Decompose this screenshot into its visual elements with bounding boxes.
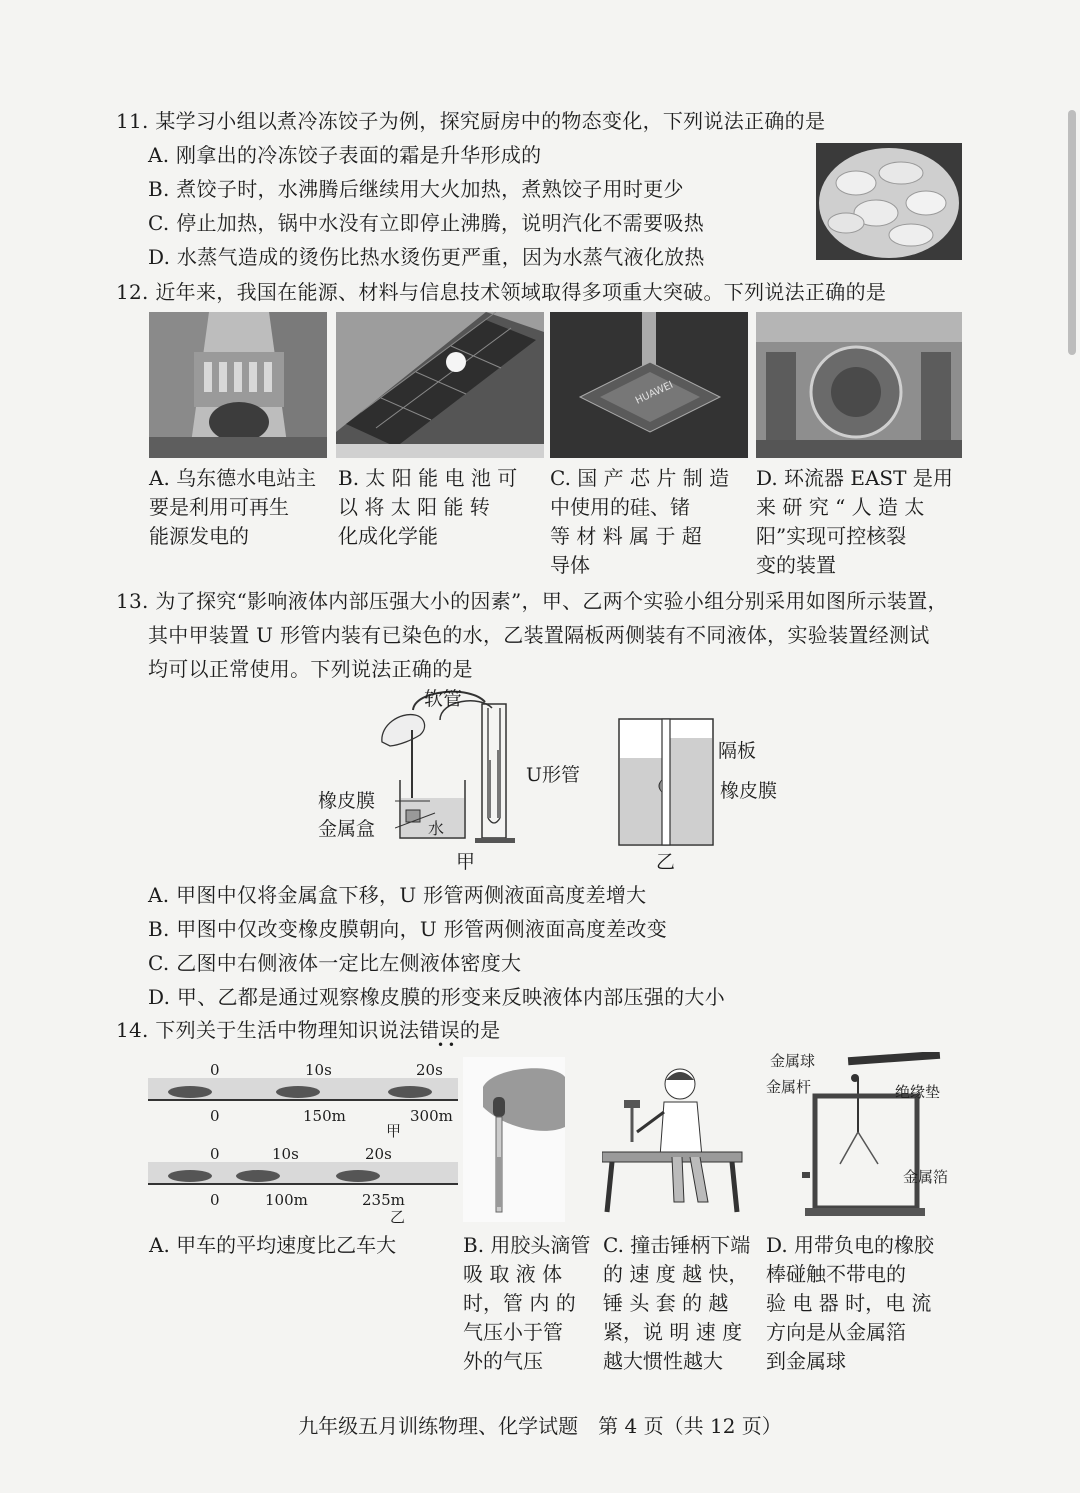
jia-dist-300: 300m bbox=[410, 1107, 453, 1125]
q13-option-c: C. 乙图中右侧液体一定比左侧液体密度大 bbox=[148, 951, 522, 975]
q12-stem: 12. 近年来，我国在能源、材料与信息技术领域取得多项重大突破。下列说法正确的是 bbox=[116, 280, 887, 304]
q11-option-d: D. 水蒸气造成的烫伤比热水烫伤更严重，因为水蒸气液化放热 bbox=[148, 245, 705, 269]
yi-dist-100: 100m bbox=[265, 1191, 308, 1209]
car-caption-jia: 甲 bbox=[386, 1122, 402, 1140]
q13-option-b: B. 甲图中仅改变橡皮膜朝向，U 形管两侧液面高度差改变 bbox=[148, 917, 668, 941]
q11-option-b: B. 煮饺子时，水沸腾后继续用大火加热，煮熟饺子用时更少 bbox=[148, 177, 684, 201]
dropper-photo bbox=[463, 1057, 565, 1222]
label-metal-rod: 金属杆 bbox=[766, 1078, 812, 1096]
tokamak-east-photo bbox=[756, 312, 962, 458]
q13-option-a: A. 甲图中仅将金属盒下移，U 形管两侧液面高度差增大 bbox=[148, 883, 647, 907]
q14-option-a: A. 甲车的平均速度比乙车大 bbox=[149, 1233, 397, 1257]
caption-jia: 甲 bbox=[456, 851, 476, 873]
yi-dist-235: 235m bbox=[362, 1191, 405, 1209]
yi-dist-0: 0 bbox=[210, 1191, 220, 1209]
yi-time-20: 20s bbox=[365, 1145, 392, 1163]
emphasis-dots: • • bbox=[437, 1038, 455, 1052]
hammer-boy-illustration bbox=[602, 1062, 747, 1222]
label-metal-box: 金属盒 bbox=[318, 818, 376, 840]
label-rubber-membrane-yi: 橡皮膜 bbox=[720, 780, 778, 802]
label-rubber-membrane-jia: 橡皮膜 bbox=[318, 790, 376, 812]
q13-option-d: D. 甲、乙都是通过观察橡皮膜的形变来反映液体内部压强的大小 bbox=[148, 985, 726, 1009]
q12-option-a: A. 乌东德水电站主 要是利用可再生 能源发电的 bbox=[149, 466, 317, 548]
jia-time-0: 0 bbox=[210, 1061, 220, 1079]
label-metal-ball: 金属球 bbox=[770, 1052, 816, 1070]
jia-dist-150: 150m bbox=[303, 1107, 346, 1125]
caption-yi: 乙 bbox=[656, 851, 676, 873]
electroscope-diagram bbox=[800, 1052, 950, 1224]
hydropower-dam-photo bbox=[149, 312, 327, 458]
q11-stem: 11. 某学习小组以煮冷冻饺子为例，探究厨房中的物态变化，下列说法正确的是 bbox=[116, 109, 826, 133]
label-water: 水 bbox=[428, 819, 445, 838]
q13-stem-line-3: 均可以正常使用。下列说法正确的是 bbox=[148, 657, 473, 681]
q11-option-c: C. 停止加热，锅中水没有立即停止沸腾，说明汽化不需要吸热 bbox=[148, 211, 705, 235]
jia-time-20: 20s bbox=[416, 1061, 443, 1079]
jia-leader-lines bbox=[395, 795, 440, 835]
dumplings-photo bbox=[816, 143, 962, 260]
q11-option-a: A. 刚拿出的冷冻饺子表面的霜是升华形成的 bbox=[148, 143, 542, 167]
partition-tank-diagram bbox=[618, 718, 714, 848]
yi-time-10: 10s bbox=[272, 1145, 299, 1163]
jia-time-10: 10s bbox=[305, 1061, 332, 1079]
q14-option-c: C. 撞击锤柄下端 的 速 度 越 快， 锤 头 套 的 越 紧，说 明 速 度 越大惯性越大 bbox=[603, 1233, 751, 1373]
chip-brand-text: HUAWEI bbox=[633, 379, 675, 407]
yi-time-0: 0 bbox=[210, 1145, 220, 1163]
label-u-tube: U形管 bbox=[526, 764, 581, 786]
q14-option-b: B. 用胶头滴管 吸 取 液 体 时，管 内 的 气压小于管 外的气压 bbox=[463, 1233, 591, 1373]
q13-stem-line-2: 其中甲装置 U 形管内装有已染色的水，乙装置隔板两侧装有不同液体，实验装置经测试 bbox=[148, 623, 930, 647]
chip-photo bbox=[550, 312, 748, 458]
scrollbar[interactable] bbox=[1068, 110, 1076, 355]
jia-dist-0: 0 bbox=[210, 1107, 220, 1125]
q13-stem-line-1: 13. 为了探究“影响液体内部压强大小的因素”，甲、乙两个实验小组分别采用如图所示装置， bbox=[116, 589, 948, 613]
page-footer: 九年级五月训练物理、化学试题 第 4 页（共 12 页） bbox=[298, 1414, 782, 1438]
label-hose: 软管 bbox=[424, 688, 463, 710]
q12-option-c: C. 国 产 芯 片 制 造 中使用的硅、锗 等 材 料 属 于 超 导体 bbox=[550, 466, 730, 577]
q14-option-d: D. 用带负电的橡胶 棒碰触不带电的 验 电 器 时，电 流 方向是从金属箔 到金属球 bbox=[766, 1233, 935, 1373]
label-metal-foil: 金属箔 bbox=[903, 1168, 949, 1186]
solar-panel-house-photo bbox=[336, 312, 544, 458]
label-partition: 隔板 bbox=[718, 740, 757, 762]
q14-stem: 14. 下列关于生活中物理知识说法错误的是 bbox=[116, 1018, 501, 1042]
label-insulating-pad: 绝缘垫 bbox=[895, 1083, 941, 1101]
q12-option-d: D. 环流器 EAST 是用 来 研 究 “ 人 造 太 阳”实现可控核裂 变的装置 bbox=[756, 466, 953, 577]
q12-option-b: B. 太 阳 能 电 池 可 以 将 太 阳 能 转 化成化学能 bbox=[338, 466, 518, 548]
car-caption-yi: 乙 bbox=[390, 1208, 406, 1226]
